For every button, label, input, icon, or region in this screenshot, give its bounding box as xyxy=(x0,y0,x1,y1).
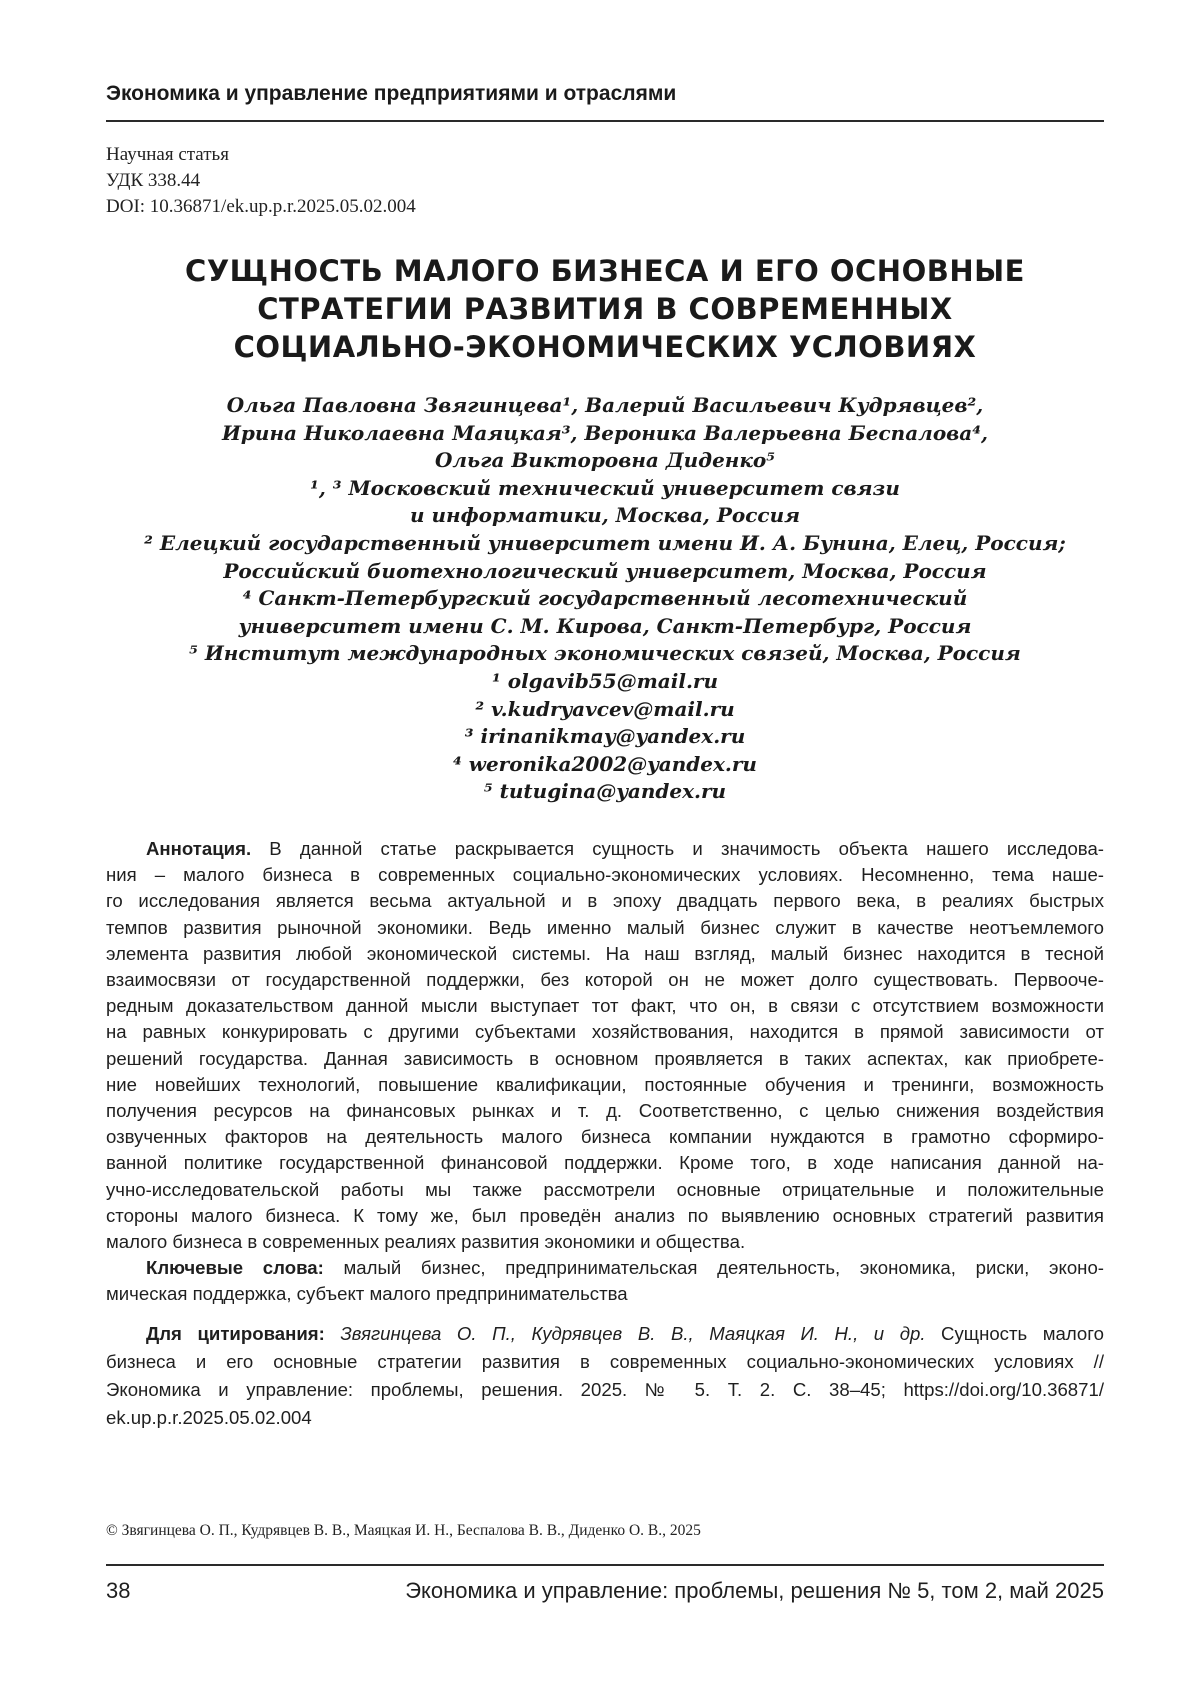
page-number: 38 xyxy=(106,1578,130,1604)
abstract-line: ния – малого бизнеса в современных социально-экономических условиях. Несомненно, тема наше- xyxy=(106,862,1104,888)
title-line: СОЦИАЛЬНО-ЭКОНОМИЧЕСКИХ УСЛОВИЯХ xyxy=(106,328,1104,366)
email-link[interactable]: ² v.kudryavcev@mail.ru xyxy=(106,696,1104,724)
affiliation-line: ⁴ Санкт-Петербургский государственный лесотехнический xyxy=(106,585,1104,613)
doi[interactable]: DOI: 10.36871/ek.up.p.r.2025.05.02.004 xyxy=(106,194,806,220)
abstract-line: темпов развития рыночной экономики. Ведь именно малый бизнес служит в качестве неотъемлемого xyxy=(106,915,1104,941)
citation-label: Для цитирования: xyxy=(146,1323,325,1344)
affiliation-line: ¹, ³ Московский технический университет связи xyxy=(106,475,1104,503)
affiliation-line: Российский биотехнологический университет, Москва, Россия xyxy=(106,558,1104,586)
affiliation-line: ⁵ Институт международных экономических связей, Москва, Россия xyxy=(106,640,1104,668)
email-link[interactable]: ⁴ weronika2002@yandex.ru xyxy=(106,751,1104,779)
citation-section xyxy=(106,1320,1104,1432)
affiliation-line: и информатики, Москва, Россия xyxy=(106,502,1104,530)
udc-code: УДК 338.44 xyxy=(106,168,806,194)
abstract-line: решений государства. Данная зависимость в основном проявляется в таких аспектах, как приобрете- xyxy=(106,1046,1104,1072)
abstract-line: ванной политике государственной финансовой поддержки. Кроме того, в ходе написания данной на- xyxy=(106,1150,1104,1176)
keywords-label: Ключевые слова: xyxy=(146,1257,324,1278)
affiliation-line: университет имени С. М. Кирова, Санкт-Петербург, Россия xyxy=(106,613,1104,641)
keywords-line: мическая поддержка, субъект малого предпринимательства xyxy=(106,1281,1104,1307)
abstract-line: го исследования является весьма актуальной и в эпоху двадцать первого века, в реалиях быстрых xyxy=(106,888,1104,914)
title-line: СТРАТЕГИИ РАЗВИТИЯ В СОВРЕМЕННЫХ xyxy=(106,290,1104,328)
abstract-line: элемента развития любой экономической системы. На наш взгляд, малый бизнес находится в тесной xyxy=(106,941,1104,967)
citation-line: Для цитирования: Звягинцева О. П., Кудрявцев В. В., Маяцкая И. Н., и др. Сущность малого xyxy=(106,1320,1104,1348)
abstract-line: Аннотация. В данной статье раскрывается сущность и значимость объекта нашего исследова- xyxy=(106,836,1104,862)
affiliation-line: ² Елецкий государственный университет имени И. А. Бунина, Елец, Россия; xyxy=(106,530,1104,558)
abstract-line: редным доказательством данной мысли выступает тот факт, что он, в связи с отсутствием возможности xyxy=(106,993,1104,1019)
footer-divider xyxy=(106,1564,1104,1566)
authors-affiliations xyxy=(106,392,1104,806)
abstract-line: озвученных факторов на деятельность малого бизнеса компании нуждаются в грамотно сформиро- xyxy=(106,1124,1104,1150)
author-names-line: Ольга Павловна Звягинцева¹, Валерий Васильевич Кудрявцев², xyxy=(106,392,1104,420)
abstract-line: на равных конкурировать с другими субъектами хозяйствования, находится в прямой зависимости от xyxy=(106,1019,1104,1045)
abstract-line: получения ресурсов на финансовых рынках и т. д. Соответственно, с целью снижения воздействия xyxy=(106,1098,1104,1124)
article-type: Научная статья xyxy=(106,142,806,168)
citation-line[interactable]: ek.up.p.r.2025.05.02.004 xyxy=(106,1404,1104,1432)
article-title xyxy=(106,252,1104,366)
abstract-line: стороны малого бизнеса. К тому же, был проведён анализ по выявлению основных стратегий развития xyxy=(106,1203,1104,1229)
article-page xyxy=(0,0,1200,1698)
author-names-line: Ирина Николаевна Маяцкая³, Вероника Валерьевна Беспалова⁴, xyxy=(106,420,1104,448)
email-link[interactable]: ³ irinanikmay@yandex.ru xyxy=(106,723,1104,751)
article-meta xyxy=(106,142,806,220)
citation-line: бизнеса и его основные стратегии развития в современных социально-экономических условиях // xyxy=(106,1348,1104,1376)
abstract-line: взаимосвязи от государственной поддержки, без которой он не может долго существовать. Первооче- xyxy=(106,967,1104,993)
citation-authors: Звягинцева О. П., Кудрявцев В. В., Маяцкая И. Н., и др. xyxy=(340,1323,925,1344)
abstract-section xyxy=(106,836,1104,1308)
header-divider xyxy=(106,120,1104,122)
title-line: СУЩНОСТЬ МАЛОГО БИЗНЕСА И ЕГО ОСНОВНЫЕ xyxy=(106,252,1104,290)
email-link[interactable]: ⁵ tutugina@yandex.ru xyxy=(106,778,1104,806)
author-names-line: Ольга Викторовна Диденко⁵ xyxy=(106,447,1104,475)
journal-footer: Экономика и управление: проблемы, решения № 5, том 2, май 2025 xyxy=(405,1578,1104,1604)
running-title: Экономика и управление предприятиями и отраслями xyxy=(106,82,1104,106)
copyright-notice: © Звягинцева О. П., Кудрявцев В. В., Маяцкая И. Н., Беспалова В. В., Диденко О. В., 2025 xyxy=(106,1522,1104,1540)
email-link[interactable]: ¹ olgavib55@mail.ru xyxy=(106,668,1104,696)
citation-line[interactable]: Экономика и управление: проблемы, решения. 2025. № 5. Т. 2. С. 38–45; https://doi.org/10.36871/ xyxy=(106,1376,1104,1404)
keywords-line: Ключевые слова: малый бизнес, предпринимательская деятельность, экономика, риски, эконо- xyxy=(106,1255,1104,1281)
abstract-line: ние новейших технологий, повышение квалификации, постоянные обучения и тренинги, возможность xyxy=(106,1072,1104,1098)
abstract-label: Аннотация. xyxy=(146,838,251,859)
abstract-line: малого бизнеса в современных реалиях развития экономики и общества. xyxy=(106,1229,1104,1255)
abstract-line: учно-исследовательской работы мы также рассмотрели основные отрицательные и положительные xyxy=(106,1177,1104,1203)
